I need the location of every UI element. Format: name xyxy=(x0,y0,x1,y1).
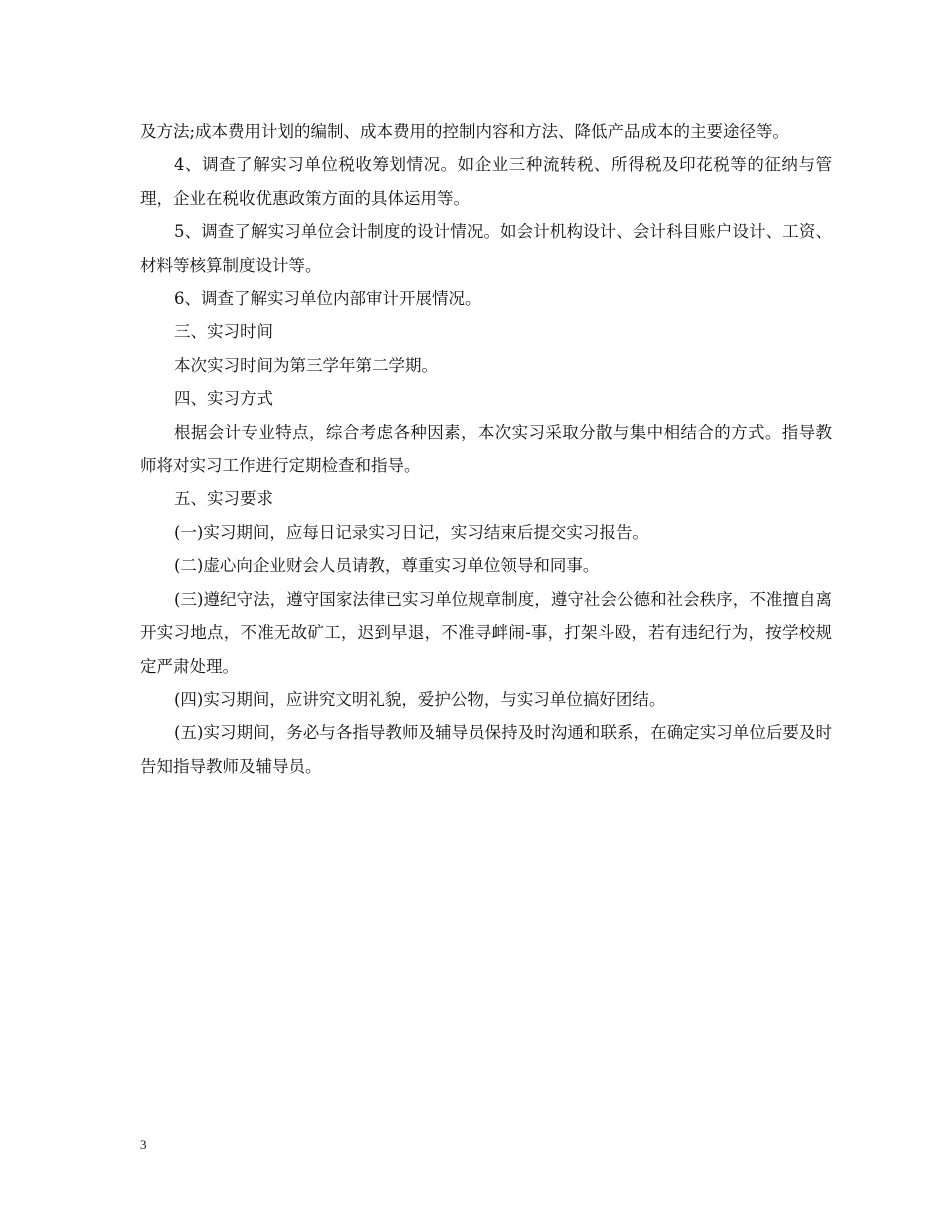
page-number: 3 xyxy=(140,1137,147,1152)
section-heading-internship-time: 三、实习时间 xyxy=(174,322,273,342)
paragraph-internship-time: 本次实习时间为第三学年第二学期。 xyxy=(174,355,438,375)
requirement-item-5: (五)实习期间，务必与各指导教师及辅导员保持及时沟通和联系，在确定实习单位后要及时告知指导教师及辅导员。 xyxy=(140,723,832,776)
document-body xyxy=(140,115,832,783)
paragraph-internal-audit: 6、调查了解实习单位内部审计开展情况。 xyxy=(174,289,482,309)
requirement-item-4: (四)实习期间，应讲究文明礼貌，爱护公物，与实习单位搞好团结。 xyxy=(174,689,666,709)
requirement-item-2: (二)虚心向企业财会人员请教，尊重实习单位领导和同事。 xyxy=(174,556,600,576)
requirement-item-3: (三)遵纪守法，遵守国家法律已实习单位规章制度，遵守社会公德和社会秩序，不准擅自离开实习地点，不准无故矿工，迟到早退，不准寻衅闹-事，打架斗殴，若有违纪行为，按学校规定严肃处理。 xyxy=(140,589,832,676)
section-heading-internship-method: 四、实习方式 xyxy=(174,389,273,409)
requirement-item-1: (一)实习期间，应每日记录实习日记，实习结束后提交实习报告。 xyxy=(174,522,649,542)
paragraph-cost-methods: 及方法;成本费用计划的编制、成本费用的控制内容和方法、降低产品成本的主要途径等。 xyxy=(140,122,790,141)
paragraph-internship-method: 根据会计专业特点，综合考虑各种因素，本次实习采取分散与集中相结合的方式。指导教师将对实习工作进行定期检查和指导。 xyxy=(140,422,832,476)
paragraph-tax-planning: 4、调查了解实习单位税收筹划情况。如企业三种流转税、所得税及印花税等的征纳与管理，企业在税收优惠政策方面的具体运用等。 xyxy=(140,155,832,208)
paragraph-accounting-system: 5、调查了解实习单位会计制度的设计情况。如会计机构设计、会计科目账户设计、工资、材料等核算制度设计等。 xyxy=(140,222,832,275)
section-heading-internship-requirements: 五、实习要求 xyxy=(174,489,273,509)
